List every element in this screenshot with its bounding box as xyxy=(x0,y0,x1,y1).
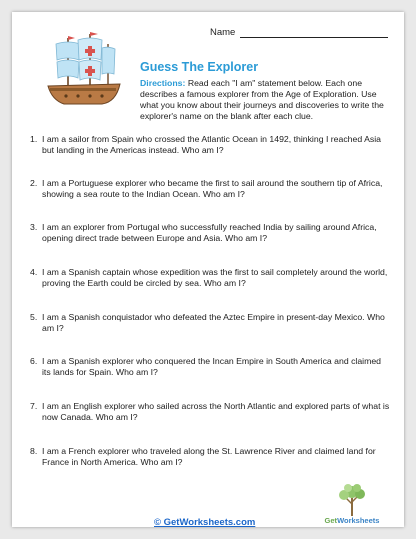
clue-number: 2. xyxy=(30,178,38,188)
clue-number: 5. xyxy=(30,312,38,322)
clue-text: I am a Spanish explorer who conquered the Incan Empire in South America and claimed its lands for Spain. Who am I? xyxy=(42,356,382,377)
name-label: Name xyxy=(210,27,236,38)
clue-text: I am an English explorer who sailed across the North Atlantic and explored parts of what is now Canada. Who am I? xyxy=(42,401,390,422)
footer-link[interactable]: © GetWorksheets.com xyxy=(154,517,256,528)
directions-block xyxy=(140,78,392,122)
worksheet-page xyxy=(12,12,404,527)
logo-text-get: Get xyxy=(324,516,338,525)
clue-number: 3. xyxy=(30,222,38,232)
clue-number: 7. xyxy=(30,401,38,411)
clue-item xyxy=(30,312,392,334)
clue-item xyxy=(30,178,392,200)
clue-text: I am a Portuguese explorer who became the first to sail around the southern tip of Africa, showing a sea route to the Indian Ocean. Who am I? xyxy=(42,178,383,199)
page-title: Guess The Explorer xyxy=(140,60,259,74)
clue-text: I am an explorer from Portugal who successfully reached India by sailing around Africa, opening direct trade between Europe and Asia. Who am I? xyxy=(42,222,377,243)
clue-number: 6. xyxy=(30,356,38,366)
clue-item xyxy=(30,134,392,156)
clue-number: 8. xyxy=(30,446,38,456)
clue-number: 4. xyxy=(30,267,38,277)
tree-logo-icon xyxy=(312,482,392,518)
clue-item xyxy=(30,356,392,378)
directions-label: Directions: xyxy=(140,78,186,88)
logo xyxy=(312,482,392,532)
clue-number: 1. xyxy=(30,134,38,144)
logo-text-worksheets: Worksheets xyxy=(337,516,380,525)
clue-text: I am a French explorer who traveled along the St. Lawrence River and claimed land for France in North America. Who am I? xyxy=(42,446,376,467)
logo-text xyxy=(312,516,392,525)
clue-text: I am a Spanish captain whose expedition was the first to sail completely around the world, proving the Earth could be circled by sea. Who am I? xyxy=(42,267,388,288)
clue-item xyxy=(30,222,392,244)
clue-text: I am a Spanish conquistador who defeated the Aztec Empire in present-day Mexico. Who am I? xyxy=(42,312,385,333)
clue-item xyxy=(30,401,392,423)
ship-icon xyxy=(44,30,124,110)
clue-item xyxy=(30,446,392,468)
clue-item xyxy=(30,267,392,289)
directions-text: Read each "I am" statement below. Each one describes a famous explorer from the Age of Exploration. Use what you know about their journeys and discoveries to write the explorer's name on the blank after each clue. xyxy=(140,78,384,121)
name-line xyxy=(240,37,388,38)
clue-text: I am a sailor from Spain who crossed the Atlantic Ocean in 1492, thinking I reached Asia but landing in the Americas instead. Who am I? xyxy=(42,134,381,155)
